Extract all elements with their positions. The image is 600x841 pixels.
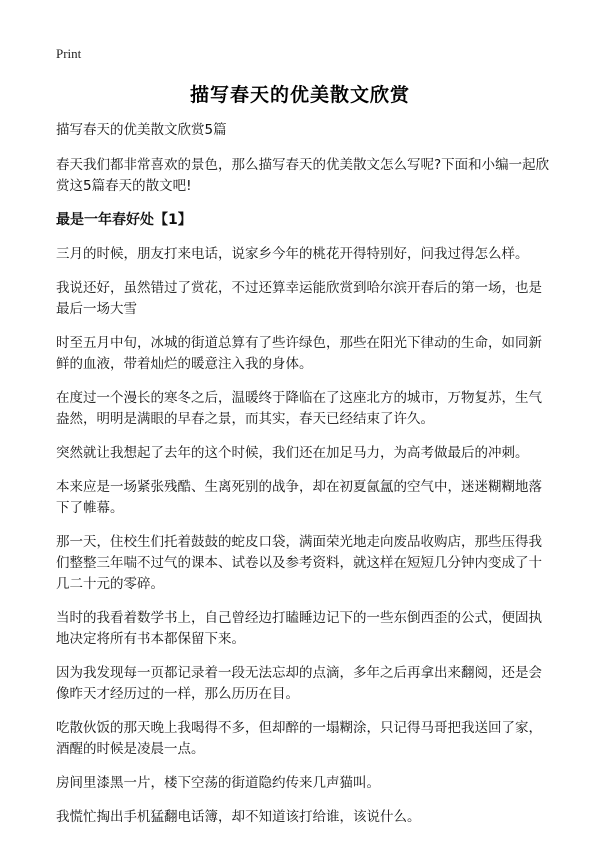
article-intro: 春天我们都非常喜欢的景色，那么描写春天的优美散文怎么写呢?下面和小编一起欣赏这5篇春天的散文吧! (56, 157, 550, 194)
paragraph: 时至五月中旬，冰城的街道总算有了些许绿色，那些在阳光下律动的生命，如同新鲜的血液，带着灿烂的暖意注入我的身体。 (56, 335, 542, 372)
article-subtitle: 描写春天的优美散文欣赏5篇 (56, 122, 227, 138)
paragraph: 因为我发现每一页都记录着一段无法忘却的点滴，多年之后再拿出来翻阅，还是会像昨天才经历过的一样，那么历历在目。 (56, 665, 542, 702)
paragraph: 我慌忙掏出手机猛翻电话簿，却不知道该打给谁，该说什么。 (56, 809, 421, 825)
paragraph: 那一天，住校生们托着鼓鼓的蛇皮口袋，满面荣光地走向废品收购店，那些压得我们整整三年喘不过气的课本、试卷以及参考资料，就这样在短短几分钟内变成了十几二十元的零碎。 (56, 534, 542, 592)
page-title: 描写春天的优美散文欣赏 (189, 84, 410, 106)
paragraph: 突然就让我想起了去年的这个时候，我们还在加足马力，为高考做最后的冲刺。 (56, 445, 529, 461)
paragraph: 三月的时候，朋友打来电话，说家乡今年的桃花开得特别好，问我过得怎么样。 (56, 246, 529, 262)
paragraph: 本来应是一场紧张残酷、生离死别的战争，却在初夏氤氲的空气中，迷迷糊糊地落下了帷幕。 (56, 479, 542, 516)
paragraph: 当时的我看着数学书上，自己曾经边打瞌睡边记下的一些东倒西歪的公式，便固执地决定将所有书本都保留下来。 (56, 610, 542, 647)
paragraph: 我说还好，虽然错过了赏花，不过还算幸运能欣赏到哈尔滨开春后的第一场，也是最后一场大雪 (56, 280, 542, 317)
section-heading: 最是一年春好处【1】 (56, 212, 192, 228)
article-body (56, 120, 552, 841)
paragraph: 在度过一个漫长的寒冬之后，温暖终于降临在了这座北方的城市，万物复苏，生气盎然，明明是满眼的早春之景，而其实，春天已经结束了许久。 (56, 390, 542, 427)
print-link[interactable]: Print (56, 46, 82, 61)
paragraph: 吃散伙饭的那天晚上我喝得不多，但却醉的一塌糊涂，只记得马哥把我送回了家，酒醒的时候是凌晨一点。 (56, 720, 542, 757)
paragraph: 房间里漆黑一片，楼下空荡的街道隐约传来几声猫叫。 (56, 775, 380, 791)
